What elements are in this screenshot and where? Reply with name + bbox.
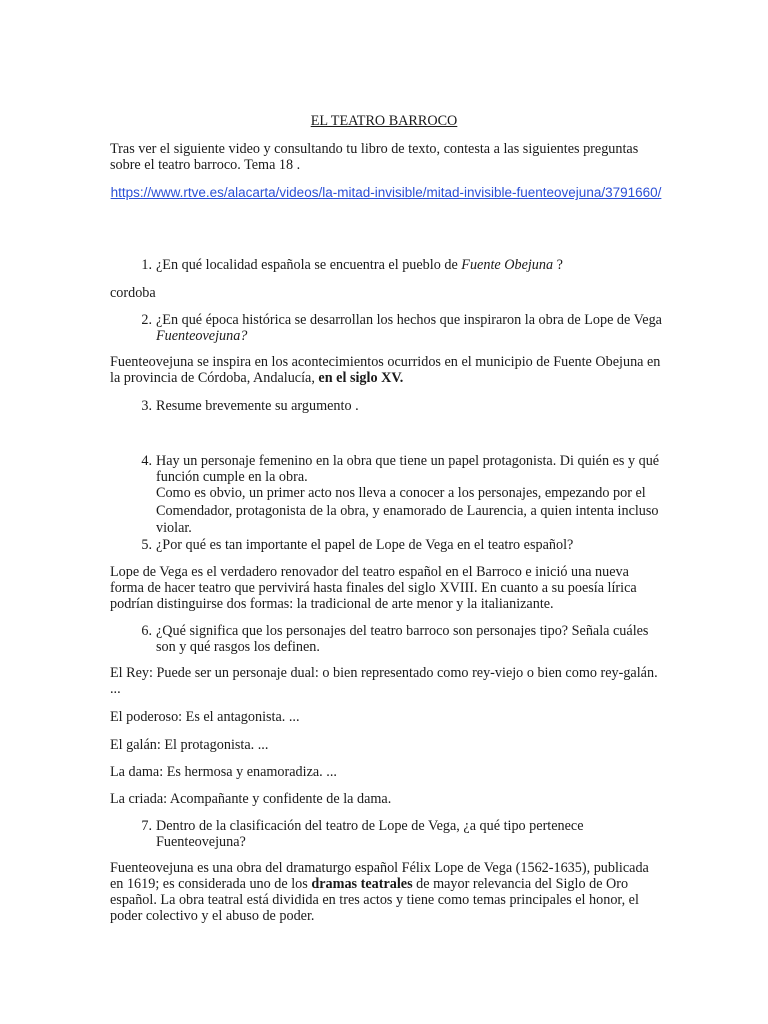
answer-text-part: Fuenteovejuna se inspira en los acontecimientos ocurridos en el municipio de Fuente Obejuna en la provincia de Córdoba, Andalucía,	[110, 354, 661, 386]
answer-6-item: La dama: Es hermosa y enamoradiza. ...	[110, 764, 337, 780]
intro-paragraph: Tras ver el siguiente video y consultando tu libro de texto, contesta a las siguientes preguntas sobre el teatro barroco. Tema 18 .	[110, 141, 639, 173]
answer-1: cordoba	[110, 285, 156, 301]
question-text: ¿Qué significa que los personajes del teatro barroco son personajes tipo? Señala cuáles son y qué rasgos los definen.	[156, 623, 649, 655]
answer-bold-term: en el siglo XV.	[318, 370, 404, 386]
document-title: EL TEATRO BARROCO	[310, 113, 458, 129]
question-number: 2.	[141, 312, 152, 328]
answer-2	[110, 354, 662, 386]
question-text-part: ?	[553, 257, 563, 273]
question-number: 7.	[141, 818, 152, 834]
answer-6-item: El galán: El protagonista. ...	[110, 737, 269, 753]
question-text-part: ¿En qué localidad española se encuentra el pueblo de	[156, 257, 462, 273]
question-number: 5.	[141, 537, 152, 553]
question-text: Dentro de la clasificación del teatro de Lope de Vega, ¿a qué tipo pertenece Fuenteovejuna?	[156, 818, 584, 850]
answer-5: Lope de Vega es el verdadero renovador del teatro español en el Barroco e inició una nueva forma de hacer teatro que pervivirá hasta finales del siglo XVIII. En cuanto a su poesía lírica podrían distinguirse dos formas: la tradicional de arte menor y la italianizante.	[110, 564, 637, 612]
answer-6-item: La criada: Acompañante y confidente de la dama.	[110, 791, 392, 807]
answer-7	[110, 860, 662, 924]
answer-text-part: de mayor relevancia del Siglo de Oro español. La obra teatral está dividida en tres actos y tiene como temas principales el honor, el poder colectivo y el abuso de poder.	[110, 876, 639, 924]
question-text-part: ¿En qué época histórica se desarrollan los hechos que inspiraron la obra de Lope de Vega	[156, 312, 662, 328]
question-text	[156, 257, 666, 273]
question-text-part: Hay un personaje femenino en la obra que tiene un papel protagonista. Di quién es y qué función cumple en la obra.	[156, 453, 660, 485]
question-number: 1.	[141, 257, 152, 273]
question-italic-term: Fuente Obejuna	[461, 257, 554, 273]
question-text	[156, 312, 666, 344]
question-italic-term: Fuenteovejuna?	[156, 328, 248, 344]
question-text: ¿Por qué es tan importante el papel de Lope de Vega en el teatro español?	[156, 537, 574, 553]
question-text: Resume brevemente su argumento .	[156, 398, 359, 414]
answer-6-item: El Rey: Puede ser un personaje dual: o bien representado como rey-viejo o bien como rey-galán. ...	[110, 665, 658, 697]
answer-4: Como es obvio, un primer acto nos lleva a conocer a los personajes, empezando por el Comendador, protagonista de la obra, y enamorado de Laurencia, a quien intenta incluso violar.	[156, 485, 659, 536]
question-text	[156, 453, 666, 538]
video-link-container	[110, 185, 662, 201]
question-number: 3.	[141, 398, 152, 414]
question-number: 4.	[141, 453, 152, 469]
answer-bold-term: dramas teatrales	[311, 876, 413, 892]
question-number: 6.	[141, 623, 152, 639]
answer-6-item: El poderoso: Es el antagonista. ...	[110, 709, 300, 725]
answer-text-part: Fuenteovejuna es una obra del dramaturgo español Félix Lope de Vega (1562-1635), publicada en 1619; es considerada uno de los	[110, 860, 649, 892]
video-link[interactable]: https://www.rtve.es/alacarta/videos/la-mitad-invisible/mitad-invisible-fuenteovejuna/3791660/	[110, 185, 662, 200]
